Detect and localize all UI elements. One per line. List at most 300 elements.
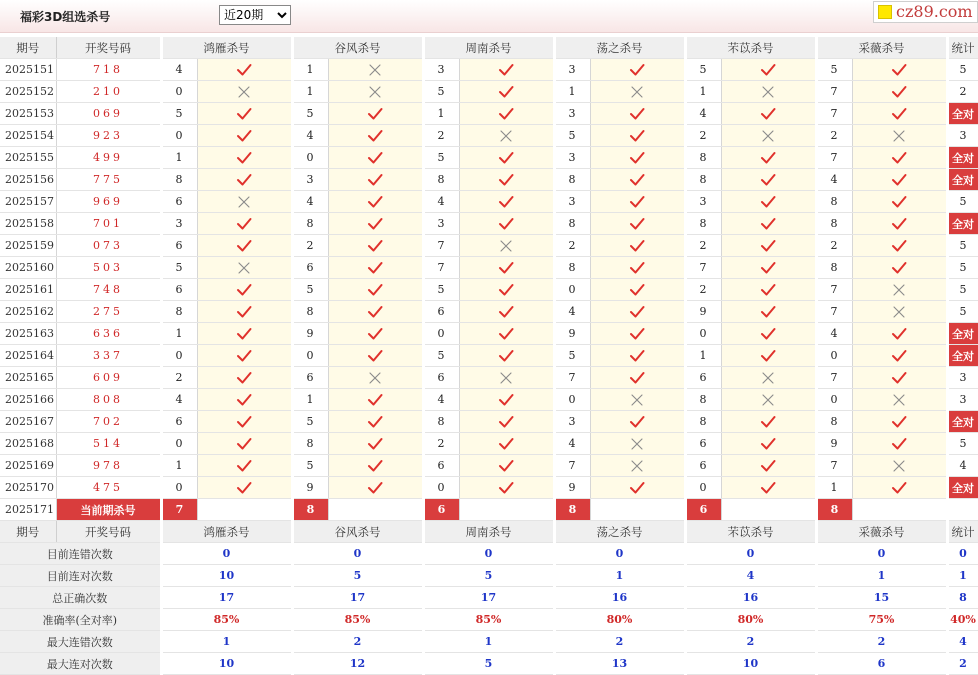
- current-kill-number: 8: [816, 499, 852, 521]
- check-icon: [498, 261, 514, 275]
- kill-number-cell: 2: [685, 125, 721, 147]
- stats-value: 0: [554, 543, 685, 565]
- check-icon: [891, 107, 907, 121]
- kill-number-cell: 7: [554, 367, 590, 389]
- check-icon: [629, 195, 645, 209]
- kill-result-cell: [328, 433, 423, 455]
- kill-number-cell: 5: [685, 59, 721, 81]
- stats-value: 75%: [816, 609, 947, 631]
- kill-result-cell: [852, 81, 947, 103]
- kill-number-cell: 7: [816, 147, 852, 169]
- check-icon: [236, 393, 252, 407]
- kill-result-cell: [328, 345, 423, 367]
- kill-result-cell: [459, 367, 554, 389]
- kill-number-cell: 2: [685, 235, 721, 257]
- check-icon: [891, 63, 907, 77]
- stat-count-cell: 5: [947, 235, 978, 257]
- draw-number-cell: 923: [56, 125, 161, 147]
- kill-result-cell: [328, 147, 423, 169]
- table-row: [0, 235, 978, 257]
- header-expert: 周南杀号: [423, 521, 554, 543]
- cross-icon: [760, 393, 776, 407]
- table-row: [0, 213, 978, 235]
- period-cell: 2025153: [0, 103, 56, 125]
- kill-number-cell: 0: [554, 389, 590, 411]
- kill-result-cell: [852, 433, 947, 455]
- stats-value: 2: [816, 631, 947, 653]
- kill-number-cell: 6: [292, 367, 328, 389]
- stats-value: 2: [554, 631, 685, 653]
- kill-result-cell: [721, 279, 816, 301]
- check-icon: [629, 349, 645, 363]
- kill-number-cell: 4: [292, 125, 328, 147]
- check-icon: [236, 239, 252, 253]
- kill-number-cell: 9: [685, 301, 721, 323]
- kill-result-cell: [197, 235, 292, 257]
- table-header-row: [0, 37, 978, 59]
- check-icon: [891, 195, 907, 209]
- stats-label: 目前连对次数: [0, 565, 161, 587]
- stats-value: 0: [423, 543, 554, 565]
- check-icon: [498, 217, 514, 231]
- cross-icon: [236, 261, 252, 275]
- kill-number-cell: 0: [161, 433, 197, 455]
- table-row: [0, 169, 978, 191]
- draw-number-cell: 775: [56, 169, 161, 191]
- kill-number-cell: 7: [816, 103, 852, 125]
- period-cell: 2025152: [0, 81, 56, 103]
- period-cell: 2025164: [0, 345, 56, 367]
- table-row: [0, 301, 978, 323]
- stats-value: 2: [292, 631, 423, 653]
- header-expert: 芣苡杀号: [685, 521, 816, 543]
- period-cell: 2025155: [0, 147, 56, 169]
- cross-icon: [367, 63, 383, 77]
- kill-number-cell: 5: [292, 411, 328, 433]
- kill-result-cell: [852, 257, 947, 279]
- current-stat-empty: [947, 499, 978, 521]
- kill-number-cell: 7: [816, 367, 852, 389]
- header-period: 期号: [0, 521, 56, 543]
- stats-value: 16: [685, 587, 816, 609]
- kill-result-cell: [459, 191, 554, 213]
- stats-value: 2: [685, 631, 816, 653]
- draw-number-cell: 701: [56, 213, 161, 235]
- kill-result-cell: [197, 279, 292, 301]
- period-cell: 2025162: [0, 301, 56, 323]
- period-cell: 2025158: [0, 213, 56, 235]
- kill-number-cell: 2: [816, 235, 852, 257]
- stats-value: 5: [423, 565, 554, 587]
- check-icon: [760, 173, 776, 187]
- kill-result-cell: [852, 125, 947, 147]
- check-icon: [891, 151, 907, 165]
- kill-number-cell: 3: [554, 147, 590, 169]
- cross-icon: [760, 371, 776, 385]
- stats-label: 准确率(全对率): [0, 609, 161, 631]
- kill-result-cell: [197, 345, 292, 367]
- kill-result-cell: [459, 103, 554, 125]
- stats-value: 16: [554, 587, 685, 609]
- stats-value: 0: [816, 543, 947, 565]
- cross-icon: [629, 437, 645, 451]
- header-expert: 芣苡杀号: [685, 37, 816, 59]
- stat-count-cell: 5: [947, 301, 978, 323]
- kill-result-cell: [590, 191, 685, 213]
- table-row: [0, 345, 978, 367]
- draw-number-cell: 503: [56, 257, 161, 279]
- kill-number-cell: 9: [554, 477, 590, 499]
- draw-number-cell: 210: [56, 81, 161, 103]
- kill-result-cell: [197, 257, 292, 279]
- all-correct-badge: 全对: [947, 323, 978, 345]
- stats-value: 0: [947, 543, 978, 565]
- table-row: [0, 81, 978, 103]
- kill-result-cell: [721, 477, 816, 499]
- kill-number-cell: 5: [554, 125, 590, 147]
- kill-result-cell: [590, 169, 685, 191]
- kill-number-cell: 9: [292, 323, 328, 345]
- kill-number-cell: 7: [816, 81, 852, 103]
- stats-row: [0, 653, 978, 675]
- kill-result-cell: [590, 433, 685, 455]
- kill-number-cell: 7: [554, 455, 590, 477]
- kill-result-cell: [852, 411, 947, 433]
- cross-icon: [760, 129, 776, 143]
- stat-count-cell: 5: [947, 59, 978, 81]
- check-icon: [498, 437, 514, 451]
- stats-value: 17: [161, 587, 292, 609]
- current-kill-number: 6: [685, 499, 721, 521]
- kill-number-cell: 0: [161, 125, 197, 147]
- kill-result-cell: [459, 169, 554, 191]
- kill-number-cell: 0: [554, 279, 590, 301]
- stats-row: [0, 565, 978, 587]
- all-correct-badge: 全对: [947, 477, 978, 499]
- kill-result-cell: [459, 455, 554, 477]
- kill-number-cell: 3: [423, 213, 459, 235]
- kill-result-cell: [721, 235, 816, 257]
- check-icon: [891, 261, 907, 275]
- kill-number-cell: 6: [161, 235, 197, 257]
- kill-result-cell: [721, 433, 816, 455]
- header-expert: 荡之杀号: [554, 521, 685, 543]
- kill-number-cell: 4: [161, 389, 197, 411]
- kill-result-cell: [197, 301, 292, 323]
- draw-number-cell: 609: [56, 367, 161, 389]
- current-period-cell: 2025171: [0, 499, 56, 521]
- logo-square-icon: [878, 5, 892, 19]
- check-icon: [498, 151, 514, 165]
- stats-row: [0, 609, 978, 631]
- check-icon: [498, 327, 514, 341]
- kill-result-cell: [328, 169, 423, 191]
- check-icon: [891, 481, 907, 495]
- kill-result-cell: [852, 147, 947, 169]
- period-cell: 2025163: [0, 323, 56, 345]
- kill-number-cell: 8: [292, 301, 328, 323]
- kill-number-cell: 6: [423, 455, 459, 477]
- draw-number-cell: 808: [56, 389, 161, 411]
- stats-value: 85%: [423, 609, 554, 631]
- kill-result-cell: [852, 213, 947, 235]
- kill-result-cell: [459, 433, 554, 455]
- kill-number-cell: 3: [161, 213, 197, 235]
- kill-result-cell: [459, 477, 554, 499]
- all-correct-badge: 全对: [947, 103, 978, 125]
- kill-result-cell: [459, 389, 554, 411]
- check-icon: [891, 327, 907, 341]
- kill-number-cell: 2: [816, 125, 852, 147]
- check-icon: [629, 327, 645, 341]
- kill-number-cell: 0: [292, 345, 328, 367]
- check-icon: [760, 459, 776, 473]
- kill-result-cell: [197, 191, 292, 213]
- check-icon: [236, 437, 252, 451]
- kill-number-cell: 0: [161, 477, 197, 499]
- kill-result-cell: [328, 213, 423, 235]
- kill-result-cell: [590, 301, 685, 323]
- kill-number-cell: 6: [161, 191, 197, 213]
- check-icon: [367, 107, 383, 121]
- kill-result-cell: [852, 323, 947, 345]
- check-icon: [498, 459, 514, 473]
- kill-result-cell: [590, 477, 685, 499]
- period-cell: 2025157: [0, 191, 56, 213]
- kill-result-cell: [459, 323, 554, 345]
- check-icon: [498, 305, 514, 319]
- stats-value: 10: [685, 653, 816, 675]
- kill-number-cell: 6: [423, 301, 459, 323]
- check-icon: [760, 349, 776, 363]
- kill-number-cell: 1: [161, 147, 197, 169]
- period-cell: 2025154: [0, 125, 56, 147]
- kill-result-cell: [459, 59, 554, 81]
- current-kill-empty: [852, 499, 947, 521]
- current-kill-number: 6: [423, 499, 459, 521]
- kill-number-cell: 5: [423, 147, 459, 169]
- table-row: [0, 477, 978, 499]
- check-icon: [760, 437, 776, 451]
- kill-result-cell: [852, 367, 947, 389]
- stat-count-cell: 4: [947, 455, 978, 477]
- period-range-select[interactable]: [219, 5, 291, 25]
- draw-number-cell: 718: [56, 59, 161, 81]
- current-kill-number: 8: [554, 499, 590, 521]
- check-icon: [367, 437, 383, 451]
- check-icon: [367, 415, 383, 429]
- current-kill-number: 8: [292, 499, 328, 521]
- check-icon: [367, 261, 383, 275]
- draw-number-cell: 069: [56, 103, 161, 125]
- stats-row: [0, 543, 978, 565]
- all-correct-badge: 全对: [947, 345, 978, 367]
- check-icon: [760, 261, 776, 275]
- check-icon: [498, 195, 514, 209]
- stats-value: 17: [423, 587, 554, 609]
- stats-value: 80%: [554, 609, 685, 631]
- draw-number-cell: 636: [56, 323, 161, 345]
- kill-result-cell: [197, 389, 292, 411]
- kill-number-cell: 3: [554, 411, 590, 433]
- header-draw: 开奖号码: [56, 37, 161, 59]
- site-logo[interactable]: [873, 1, 978, 23]
- draw-number-cell: 514: [56, 433, 161, 455]
- check-icon: [760, 239, 776, 253]
- header-stat: 统计: [947, 37, 978, 59]
- kill-result-cell: [197, 367, 292, 389]
- cross-icon: [236, 85, 252, 99]
- check-icon: [760, 481, 776, 495]
- check-icon: [236, 173, 252, 187]
- header-period: 期号: [0, 37, 56, 59]
- kill-result-cell: [721, 147, 816, 169]
- stats-value: 6: [816, 653, 947, 675]
- kill-result-cell: [197, 81, 292, 103]
- period-cell: 2025151: [0, 59, 56, 81]
- table-row: [0, 59, 978, 81]
- check-icon: [236, 327, 252, 341]
- kill-result-cell: [852, 345, 947, 367]
- header-expert: 谷风杀号: [292, 37, 423, 59]
- kill-number-cell: 8: [685, 169, 721, 191]
- kill-number-cell: 2: [685, 279, 721, 301]
- kill-result-cell: [721, 213, 816, 235]
- kill-result-cell: [459, 213, 554, 235]
- check-icon: [629, 305, 645, 319]
- kill-result-cell: [459, 81, 554, 103]
- current-kill-empty: [459, 499, 554, 521]
- check-icon: [891, 349, 907, 363]
- kill-number-cell: 1: [554, 81, 590, 103]
- kill-number-cell: 4: [292, 191, 328, 213]
- draw-number-cell: 499: [56, 147, 161, 169]
- kill-number-cell: 0: [816, 389, 852, 411]
- kill-number-cell: 8: [161, 169, 197, 191]
- kill-result-cell: [328, 301, 423, 323]
- check-icon: [498, 415, 514, 429]
- kill-result-cell: [459, 411, 554, 433]
- kill-number-cell: 3: [554, 59, 590, 81]
- draw-number-cell: 337: [56, 345, 161, 367]
- kill-number-cell: 8: [423, 169, 459, 191]
- header-expert: 荡之杀号: [554, 37, 685, 59]
- kill-number-cell: 9: [816, 433, 852, 455]
- check-icon: [498, 173, 514, 187]
- current-period-row: [0, 499, 978, 521]
- kill-number-cell: 8: [816, 191, 852, 213]
- period-cell: 2025159: [0, 235, 56, 257]
- check-icon: [498, 85, 514, 99]
- cross-icon: [629, 85, 645, 99]
- check-icon: [236, 349, 252, 363]
- stat-count-cell: 2: [947, 81, 978, 103]
- check-icon: [498, 349, 514, 363]
- kill-number-table: [0, 37, 978, 675]
- header-expert: 谷风杀号: [292, 521, 423, 543]
- kill-result-cell: [590, 279, 685, 301]
- current-kill-empty: [590, 499, 685, 521]
- kill-number-cell: 1: [816, 477, 852, 499]
- kill-result-cell: [721, 191, 816, 213]
- kill-result-cell: [721, 257, 816, 279]
- kill-result-cell: [590, 235, 685, 257]
- kill-number-cell: 1: [685, 345, 721, 367]
- cross-icon: [367, 371, 383, 385]
- stats-value: 1: [161, 631, 292, 653]
- stats-value: 4: [947, 631, 978, 653]
- kill-number-cell: 8: [554, 169, 590, 191]
- stats-value: 85%: [292, 609, 423, 631]
- cross-icon: [498, 239, 514, 253]
- stat-count-cell: 5: [947, 191, 978, 213]
- kill-result-cell: [459, 279, 554, 301]
- kill-result-cell: [459, 147, 554, 169]
- check-icon: [367, 129, 383, 143]
- stats-value: 4: [685, 565, 816, 587]
- current-kill-number: 7: [161, 499, 197, 521]
- kill-number-cell: 8: [292, 213, 328, 235]
- check-icon: [498, 393, 514, 407]
- kill-number-cell: 4: [685, 103, 721, 125]
- draw-number-cell: 275: [56, 301, 161, 323]
- cross-icon: [760, 85, 776, 99]
- check-icon: [367, 327, 383, 341]
- kill-result-cell: [721, 125, 816, 147]
- check-icon: [498, 107, 514, 121]
- page-title: 福彩3D组选杀号: [20, 10, 111, 24]
- cross-icon: [367, 85, 383, 99]
- kill-number-cell: 3: [423, 59, 459, 81]
- period-cell: 2025169: [0, 455, 56, 477]
- check-icon: [760, 195, 776, 209]
- kill-number-cell: 7: [685, 257, 721, 279]
- kill-result-cell: [852, 169, 947, 191]
- kill-result-cell: [590, 59, 685, 81]
- all-correct-badge: 全对: [947, 169, 978, 191]
- check-icon: [629, 217, 645, 231]
- kill-result-cell: [590, 213, 685, 235]
- kill-number-cell: 4: [554, 301, 590, 323]
- kill-result-cell: [590, 411, 685, 433]
- cross-icon: [891, 305, 907, 319]
- check-icon: [891, 217, 907, 231]
- check-icon: [629, 481, 645, 495]
- all-correct-badge: 全对: [947, 213, 978, 235]
- check-icon: [236, 129, 252, 143]
- stat-count-cell: 3: [947, 125, 978, 147]
- kill-number-cell: 0: [685, 323, 721, 345]
- table-row: [0, 125, 978, 147]
- kill-result-cell: [721, 367, 816, 389]
- kill-number-cell: 3: [554, 191, 590, 213]
- check-icon: [760, 415, 776, 429]
- kill-result-cell: [328, 411, 423, 433]
- check-icon: [891, 437, 907, 451]
- stats-value: 1: [816, 565, 947, 587]
- stats-value: 80%: [685, 609, 816, 631]
- stats-value: 8: [947, 587, 978, 609]
- check-icon: [367, 173, 383, 187]
- stats-value: 2: [947, 653, 978, 675]
- kill-number-cell: 4: [554, 433, 590, 455]
- cross-icon: [891, 459, 907, 473]
- kill-number-cell: 2: [292, 235, 328, 257]
- check-icon: [498, 481, 514, 495]
- check-icon: [760, 151, 776, 165]
- header-stat: 统计: [947, 521, 978, 543]
- kill-number-cell: 5: [161, 257, 197, 279]
